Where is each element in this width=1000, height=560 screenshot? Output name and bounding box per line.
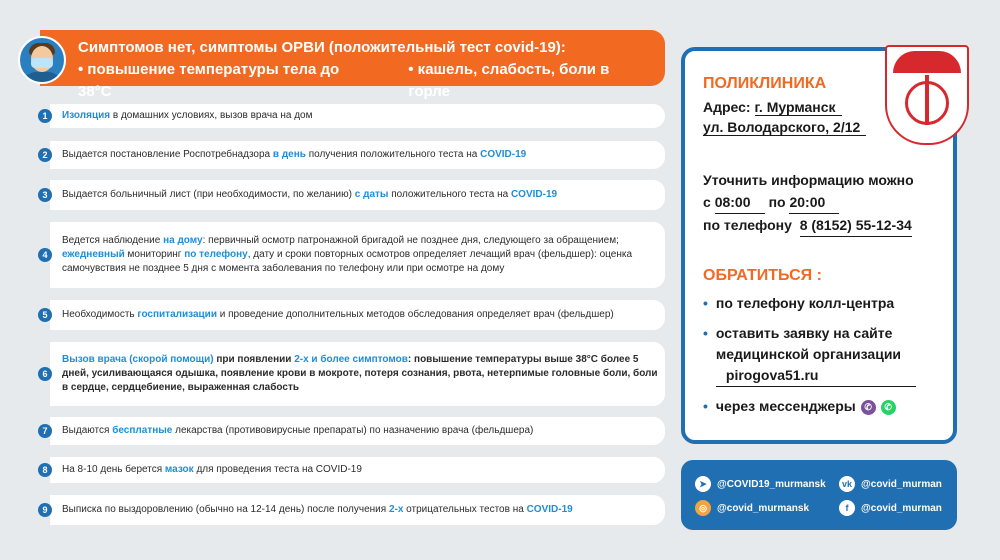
- step-number: 1: [38, 109, 52, 123]
- social-instagram[interactable]: ◎ @covid_murmansk: [695, 500, 809, 516]
- step-number: 7: [38, 424, 52, 438]
- to-label: по: [768, 194, 786, 210]
- step-3: [42, 180, 665, 210]
- step-text: Изоляция в домашних условиях, вызов врача на дом: [62, 110, 313, 121]
- step-number: 8: [38, 463, 52, 477]
- step-8: [42, 457, 665, 483]
- step-text: Выдаются бесплатные лекарства (противовирусные препараты) по назначению врача (фельдшера): [62, 425, 534, 436]
- murmansk-coat-of-arms-icon: [885, 45, 969, 145]
- whatsapp-icon[interactable]: ✆: [881, 400, 896, 415]
- step-number: 9: [38, 503, 52, 517]
- instagram-icon: ◎: [695, 500, 711, 516]
- address-label: Адрес:: [703, 99, 751, 115]
- website-link[interactable]: pirogova51.ru: [716, 365, 916, 387]
- step-number: 5: [38, 308, 52, 322]
- viber-icon[interactable]: ✆: [861, 400, 876, 415]
- step-text: Выдается больничный лист (при необходимости, по желанию) с даты положительного теста на COVID-19: [62, 189, 558, 200]
- address-city: г. Мурманск: [755, 99, 842, 116]
- social-links-panel: [681, 460, 957, 530]
- header-line1: Симптомов нет, симптомы ОРВИ (положительный тест covid-19):: [78, 39, 566, 56]
- step-6: [42, 342, 665, 406]
- clinic-address: [703, 97, 866, 137]
- header-symptom-cough: • кашель, слабость, боли в горле: [408, 61, 610, 100]
- step-text: На 8-10 день берется мазок для проведения теста на COVID-19: [62, 464, 362, 475]
- step-number: 4: [38, 248, 52, 262]
- hours-intro: Уточнить информацию можно: [703, 172, 914, 188]
- step-number: 2: [38, 148, 52, 162]
- clinic-title: ПОЛИКЛИНИКА: [703, 75, 827, 92]
- from-label: с: [703, 194, 711, 210]
- clinic-info-panel: [681, 47, 957, 444]
- contact-options-list: [703, 293, 943, 426]
- avatar-masked-person: [18, 36, 66, 84]
- from-time: 08:00: [715, 191, 765, 214]
- option-call-center: • по телефону колл-центра: [703, 295, 895, 311]
- clinic-hours: [703, 169, 914, 237]
- step-5: [42, 300, 665, 330]
- step-text: Необходимость госпитализации и проведение дополнительных методов обследования определяет врач (фельдшер): [62, 309, 614, 320]
- step-7: [42, 417, 665, 445]
- step-text: Выписка по выздоровлению (обычно на 12-14 день) после получения 2-х отрицательных тестов на COVID-19: [62, 504, 573, 515]
- step-2: [42, 141, 665, 169]
- address-street: ул. Володарского, 2/12: [703, 119, 866, 136]
- step-text: Выдается постановление Роспотребнадзора в день получения положительного теста на COVID-19: [62, 149, 527, 160]
- step-text: Ведется наблюдение на дому: первичный осмотр патронажной бригадой не позднее дня, следующего за обращением; ежедневный мониторинг по телефону, дату и сроки повторных осмотров определяет лечащий врач (фельдшер): оценка самочувствия не позднее 5 дня с момента заболевания по телефону или при осмотре на дому: [62, 235, 633, 274]
- facebook-icon: f: [839, 500, 855, 516]
- header-banner: [40, 30, 665, 100]
- step-number: 3: [38, 188, 52, 202]
- phone-label: по телефону: [703, 217, 792, 233]
- step-9: [42, 495, 665, 525]
- step-4: [42, 222, 665, 288]
- social-telegram[interactable]: ➤ @COVID19_murmansk: [695, 476, 826, 492]
- clinic-phone[interactable]: 8 (8152) 55-12-34: [800, 214, 912, 237]
- step-text: Вызов врача (скорой помощи) при появлении 2-х и более симптомов: повышение температуры выше 38°C более 5 дней, усиливающаяся одышка, появление крови в мокроте, потеря сознания, рвота, нетерпимые головные боли, боли в сердце, сердцебиение, выраженная слабость: [62, 354, 658, 393]
- social-vk[interactable]: vk @covid_murman: [839, 476, 942, 492]
- telegram-icon: ➤: [695, 476, 711, 492]
- header-symptom-fever: • повышение температуры тела до 38°C: [78, 61, 340, 100]
- step-number: 6: [38, 367, 52, 381]
- vk-icon: vk: [839, 476, 855, 492]
- step-1: [42, 104, 665, 128]
- to-time: 20:00: [789, 191, 839, 214]
- option-website: • оставить заявку на сайте медицинской организации pirogova51.ru: [703, 323, 943, 387]
- apply-title: ОБРАТИТЬСЯ :: [703, 267, 822, 284]
- social-facebook[interactable]: f @covid_murman: [839, 500, 942, 516]
- option-messengers: • через мессенджеры ✆ ✆: [703, 396, 943, 417]
